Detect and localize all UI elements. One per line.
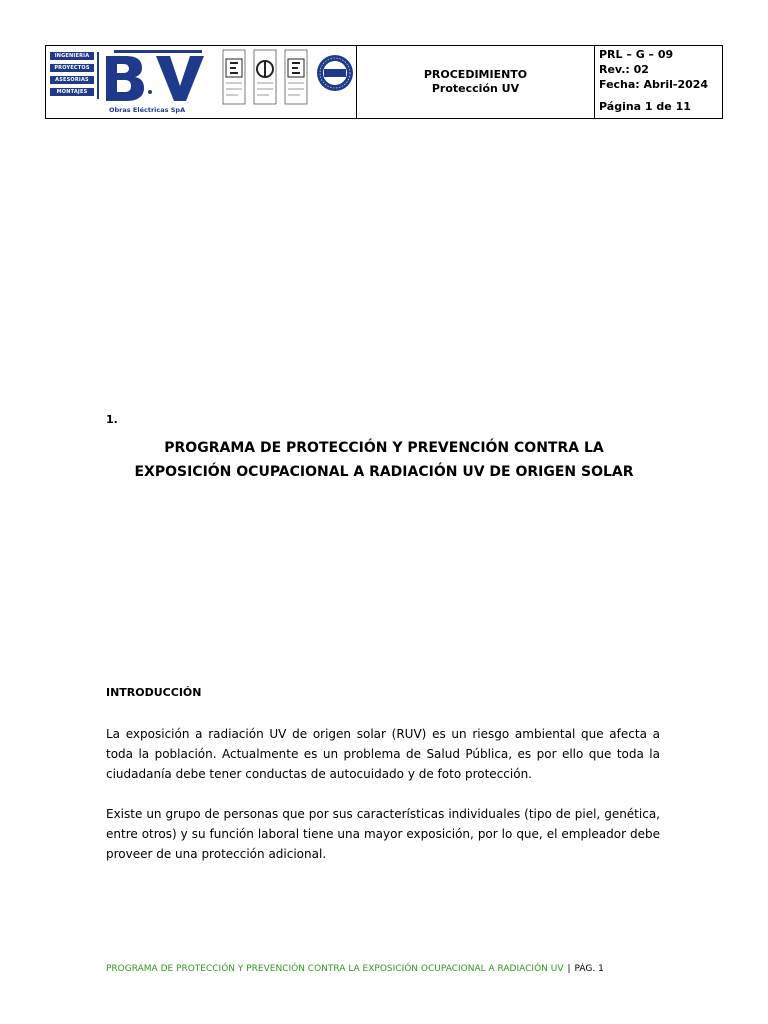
service-item: PROYECTOS bbox=[50, 64, 94, 72]
company-logo bbox=[104, 48, 208, 110]
footer-page-number: PÁG. 1 bbox=[574, 964, 604, 974]
doc-revision: Rev.: 02 bbox=[599, 63, 649, 76]
page-title bbox=[106, 436, 662, 484]
page-footer bbox=[106, 964, 604, 974]
certification-badge-icon bbox=[284, 49, 308, 105]
document-title-cell bbox=[357, 46, 595, 118]
document-header bbox=[45, 45, 723, 119]
doc-type: PROCEDIMIENTO bbox=[423, 68, 528, 81]
doc-code: PRL – G – 09 bbox=[599, 48, 674, 61]
services-list bbox=[50, 52, 94, 100]
certification-badge-icon bbox=[222, 49, 246, 105]
certification-seal-icon bbox=[316, 54, 354, 92]
document-meta-cell bbox=[595, 46, 722, 118]
doc-subject: Protección UV bbox=[431, 82, 520, 95]
logo-cell bbox=[46, 46, 357, 118]
divider bbox=[97, 52, 99, 99]
title-line: PROGRAMA DE PROTECCIÓN Y PREVENCIÓN CONTRA LA bbox=[164, 440, 604, 456]
doc-date: Fecha: Abril-2024 bbox=[599, 78, 709, 91]
paragraph: Existe un grupo de personas que por sus características individuales (tipo de piel, genética, entre otros) y su función laboral tiene una mayor exposición, por lo que, el empleador debe proveer de una protección adicional. bbox=[106, 807, 660, 861]
title-line: EXPOSICIÓN OCUPACIONAL A RADIACIÓN UV DE ORIGEN SOLAR bbox=[134, 464, 634, 480]
section-number: 1. bbox=[106, 413, 118, 426]
footer-text: PROGRAMA DE PROTECCIÓN Y PREVENCIÓN CONTRA LA EXPOSICIÓN OCUPACIONAL A RADIACIÓN UV bbox=[106, 964, 564, 974]
service-item: INGENIERIA bbox=[50, 52, 94, 60]
footer-separator: | bbox=[567, 964, 571, 974]
certification-badge-icon bbox=[253, 49, 277, 105]
logo-tagline: Obras Eléctricas SpA bbox=[109, 106, 186, 114]
section-heading: INTRODUCCIÓN bbox=[106, 686, 202, 699]
service-item: ASESORIAS bbox=[50, 76, 94, 84]
service-item: MONTAJES bbox=[50, 88, 94, 96]
paragraph: La exposición a radiación UV de origen solar (RUV) es un riesgo ambiental que afecta a toda la población. Actualmente es un problema de Salud Pública, es por ello que toda la ciudadanía debe tener conductas de autocuidado y de foto protección. bbox=[106, 727, 660, 781]
doc-page: Página 1 de 11 bbox=[599, 100, 691, 113]
